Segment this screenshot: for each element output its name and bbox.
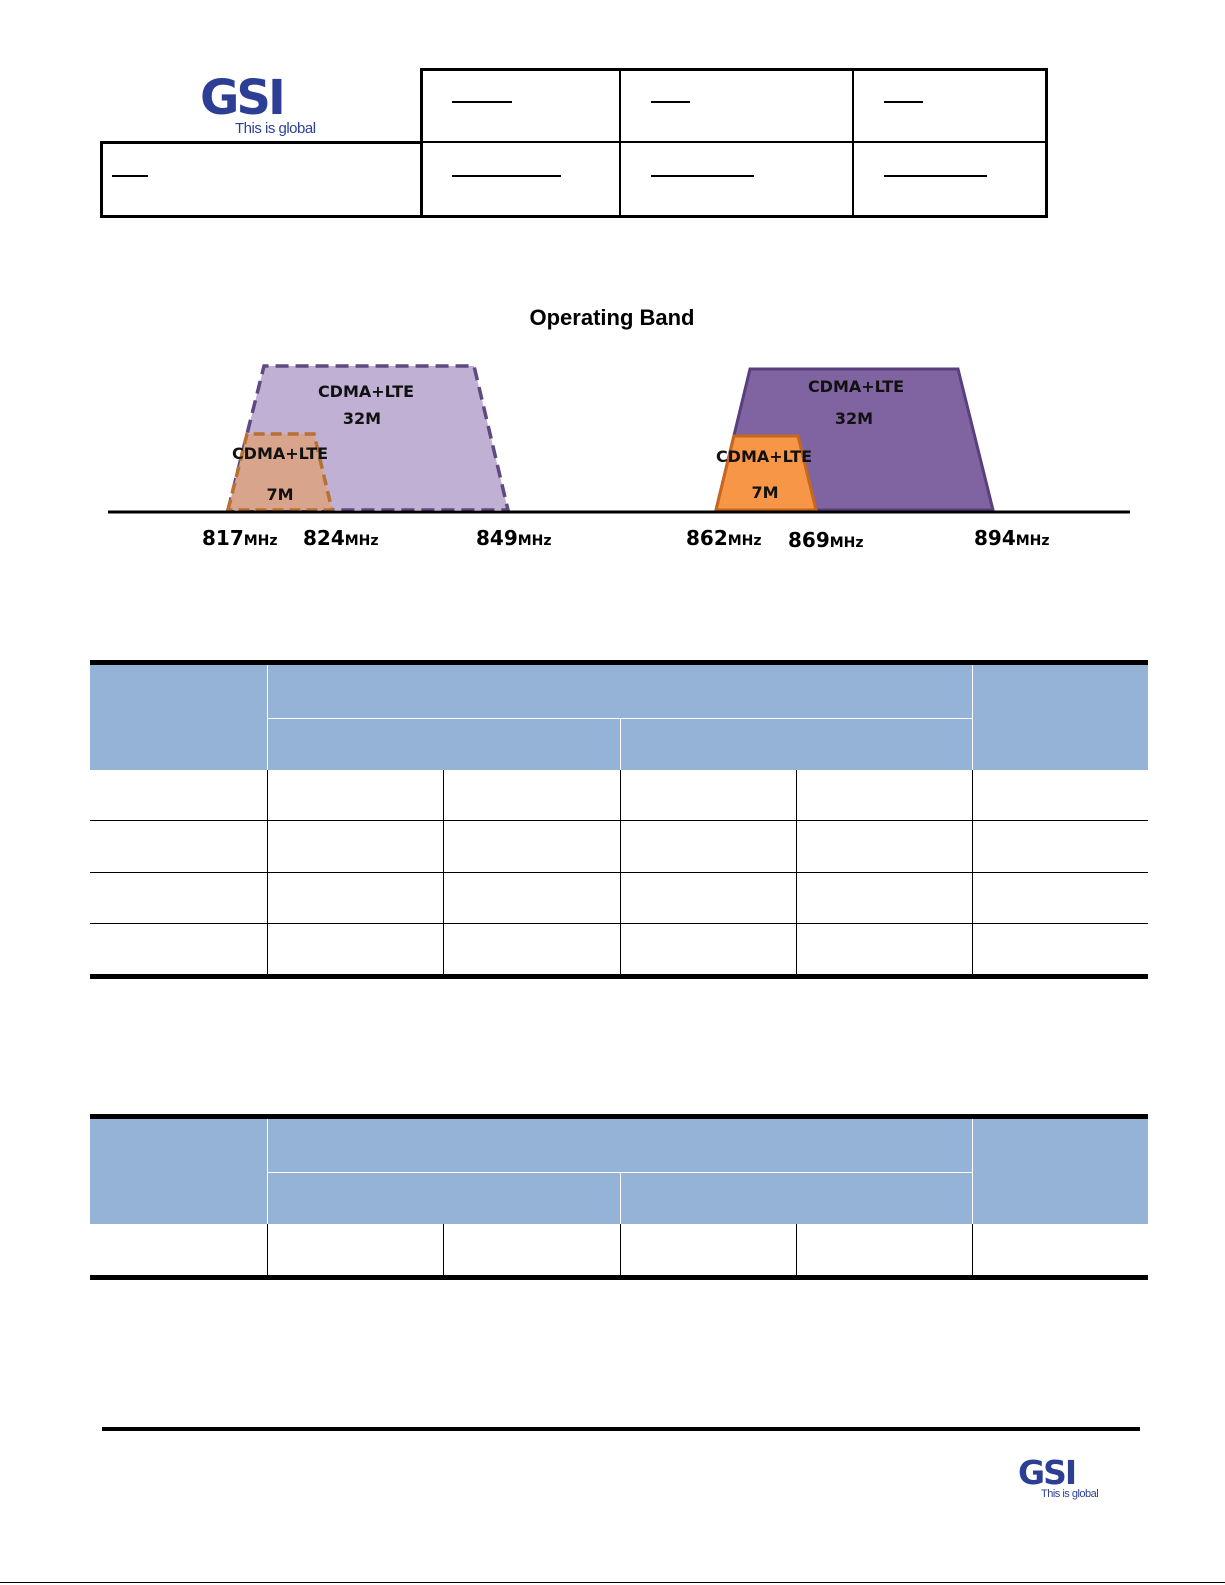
tick-label	[303, 526, 379, 550]
svg-text:817MHz: 817MHz	[202, 526, 278, 550]
svg-text:824MHz: 824MHz	[303, 526, 379, 550]
band-label-bandwidth: 32M	[342, 409, 382, 428]
header-top-box	[420, 68, 1048, 218]
header-cell	[620, 1173, 972, 1224]
header-table	[0, 0, 1225, 230]
tick-label	[202, 526, 278, 550]
table-row	[90, 821, 1148, 873]
header-row-divider	[420, 141, 1048, 143]
chart-title: Operating Band	[529, 305, 695, 330]
svg-text:894MHz: 894MHz	[974, 526, 1050, 550]
spec-table-1	[90, 660, 1148, 979]
header-cell	[267, 719, 620, 770]
band-label-bandwidth: 32M	[834, 409, 874, 428]
header-cell	[620, 719, 972, 770]
header-bottom-box	[100, 141, 423, 218]
field-underline	[651, 101, 690, 103]
svg-text:862MHz: 862MHz	[686, 526, 762, 550]
field-underline	[452, 101, 512, 103]
table-row	[90, 873, 1148, 924]
field-underline	[651, 175, 754, 177]
page-bottom-edge	[0, 1582, 1225, 1583]
header-cell	[972, 663, 1148, 770]
tick-label	[476, 526, 552, 550]
band-label-bandwidth: 7M	[751, 483, 779, 502]
spec-table-2	[90, 1114, 1148, 1280]
tick-label	[788, 528, 864, 552]
header-cell	[90, 663, 267, 770]
field-underline	[112, 175, 148, 177]
header-cell	[972, 1117, 1148, 1224]
logo-mark: GSI	[200, 70, 283, 126]
header-cell	[267, 1173, 620, 1224]
svg-text:869MHz: 869MHz	[788, 528, 864, 552]
header-col-divider-2	[852, 70, 854, 217]
band-label-name: CDMA+LTE	[231, 444, 329, 463]
band-label-name: CDMA+LTE	[317, 382, 415, 401]
field-underline	[884, 175, 987, 177]
band-label-name: CDMA+LTE	[715, 447, 813, 466]
band-label-name: CDMA+LTE	[807, 377, 905, 396]
table-row	[90, 924, 1148, 977]
header-cell	[267, 1117, 972, 1173]
tick-label	[974, 526, 1050, 550]
operating-band-chart	[0, 340, 1225, 570]
header-col-divider-1	[619, 70, 621, 217]
header-cell	[267, 663, 972, 719]
logo-mark: GSI	[1018, 1453, 1076, 1492]
tick-label	[686, 526, 762, 550]
table-row	[90, 1224, 1148, 1278]
field-underline	[884, 101, 923, 103]
footer-logo	[1018, 1453, 1108, 1504]
footer-divider	[102, 1427, 1140, 1431]
logo-tagline: This is global	[235, 120, 316, 137]
svg-text:849MHz: 849MHz	[476, 526, 552, 550]
field-underline	[452, 175, 561, 177]
table-row	[90, 770, 1148, 821]
header-cell	[90, 1117, 267, 1224]
logo-tagline: This is global	[1041, 1488, 1099, 1500]
band-label-bandwidth: 7M	[266, 485, 294, 504]
